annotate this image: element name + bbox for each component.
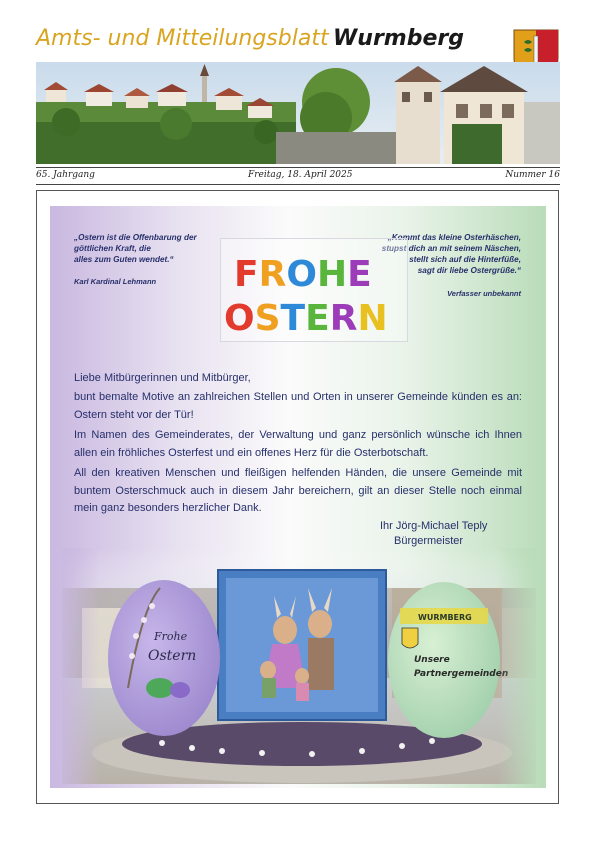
issue-number: Nummer 16 bbox=[505, 170, 560, 180]
volume-label: 65. Jahrgang bbox=[36, 170, 95, 180]
letter-paragraph-3: All den kreativen Menschen und fleißigen helfenden Händen, die unsere Gemeinde mit buntem Osterschmuck auch in diesem Jahr bereichern, gilt an dieser Stelle noch einmal mein ganz besonders herzlicher Dank. bbox=[74, 467, 522, 514]
quote-left-line: „Ostern ist die Offenbarung der bbox=[74, 233, 197, 242]
signature-title: Bürgermeister bbox=[394, 535, 464, 547]
frohe-ostern-greeting bbox=[224, 246, 388, 339]
quote-left bbox=[74, 232, 224, 265]
quote-right-author: Verfasser unbekannt bbox=[447, 289, 521, 298]
masthead-title-part1: Amts- und Mitteilungsblatt bbox=[36, 26, 329, 51]
masthead-title bbox=[36, 26, 516, 60]
village-banner-image bbox=[36, 62, 560, 164]
quote-left-author: Karl Kardinal Lehmann bbox=[74, 277, 157, 286]
quote-right-line: stupst dich an mit seinem Näschen, bbox=[381, 244, 521, 253]
quote-right-line: stellt sich auf die Hinterfüße, bbox=[409, 255, 521, 264]
letter-paragraph-1: bunt bemalte Motive an zahlreichen Stellen und Orten in unserer Gemeinde künden es an: Ostern steht vor der Tür! bbox=[74, 391, 522, 421]
letter-paragraph-2: Im Namen des Gemeinderates, der Verwaltung und ganz persönlich wünsche ich Ihnen allen ein fröhliches Osterfest und ein offenes Herz für die Osterbotschaft. bbox=[74, 429, 522, 459]
quote-left-line: alles zum Guten wendet.“ bbox=[74, 255, 174, 264]
letter-salutation: Liebe Mitbürgerinnen und Mitbürger, bbox=[74, 372, 251, 384]
quote-right-line: sagt dir liebe Ostergrüße.“ bbox=[417, 266, 521, 275]
greeting-line-frohe: FROHE bbox=[234, 254, 372, 295]
easter-eggs-photo bbox=[62, 548, 536, 784]
greeting-line-ostern: OSTERN bbox=[224, 298, 388, 339]
signature-name: Ihr Jörg-Michael Teply bbox=[380, 520, 488, 532]
quote-left-line: göttlichen Kraft, die bbox=[74, 244, 151, 253]
masthead-title-part2: Wurmberg bbox=[333, 26, 464, 51]
issue-date: Freitag, 18. April 2025 bbox=[248, 170, 353, 180]
quote-right-line: „Kommt das kleine Osterhäschen, bbox=[387, 233, 521, 242]
issue-info-line bbox=[36, 167, 560, 185]
